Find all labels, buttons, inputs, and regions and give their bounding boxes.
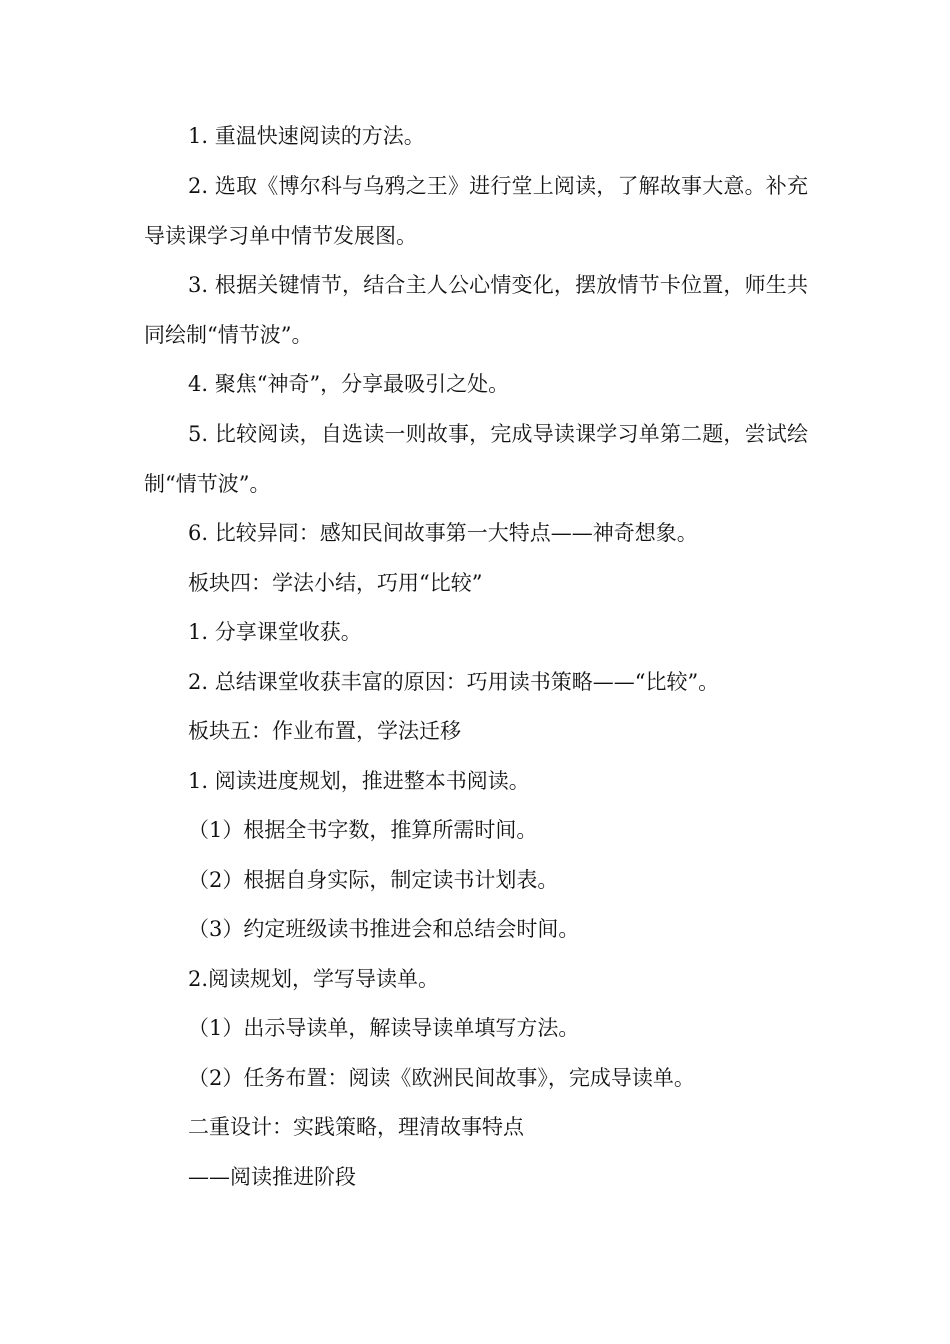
paragraph-block4-step-1: 1. 分享课堂收获。	[188, 620, 362, 644]
section-subheading-stage: ——阅读推进阶段	[188, 1165, 356, 1189]
paragraph-step-3: 3. 根据关键情节，结合主人公心情变化，摆放情节卡位置，师生共同绘制“情节波”。	[144, 273, 808, 347]
paragraph-step-5: 5. 比较阅读，自选读一则故事，完成导读课学习单第二题，尝试绘制“情节波”。	[144, 422, 808, 496]
section-heading-block-4: 板块四：学法小结，巧用“比较”	[188, 571, 483, 595]
paragraph-block5-step-1: 1. 阅读进度规划，推进整本书阅读。	[188, 769, 530, 793]
paragraph-block5-step-2: 2.阅读规划，学写导读单。	[188, 967, 440, 991]
paragraph-step-1: 1. 重温快速阅读的方法。	[188, 124, 425, 148]
paragraph-substep-1-1: （1）根据全书字数，推算所需时间。	[188, 818, 538, 842]
paragraph-substep-1-2: （2）根据自身实际，制定读书计划表。	[188, 868, 559, 892]
paragraph-substep-2-2: （2）任务布置：阅读《欧洲民间故事》，完成导读单。	[188, 1066, 695, 1090]
paragraph-block4-step-2: 2. 总结课堂收获丰富的原因：巧用读书策略——“比较”。	[188, 670, 720, 694]
section-heading-block-5: 板块五：作业布置，学法迁移	[188, 719, 461, 743]
paragraph-step-2: 2. 选取《博尔科与乌鸦之王》进行堂上阅读，了解故事大意。补充导读课学习单中情节发展图。	[144, 174, 808, 248]
paragraph-substep-1-3: （3）约定班级读书推进会和总结会时间。	[188, 917, 580, 941]
paragraph-substep-2-1: （1）出示导读单，解读导读单填写方法。	[188, 1016, 580, 1040]
paragraph-step-6: 6. 比较异同：感知民间故事第一大特点——神奇想象。	[188, 521, 698, 545]
paragraph-step-4: 4. 聚焦“神奇”，分享最吸引之处。	[188, 372, 510, 396]
section-heading-design-2: 二重设计：实践策略，理清故事特点	[188, 1115, 524, 1139]
